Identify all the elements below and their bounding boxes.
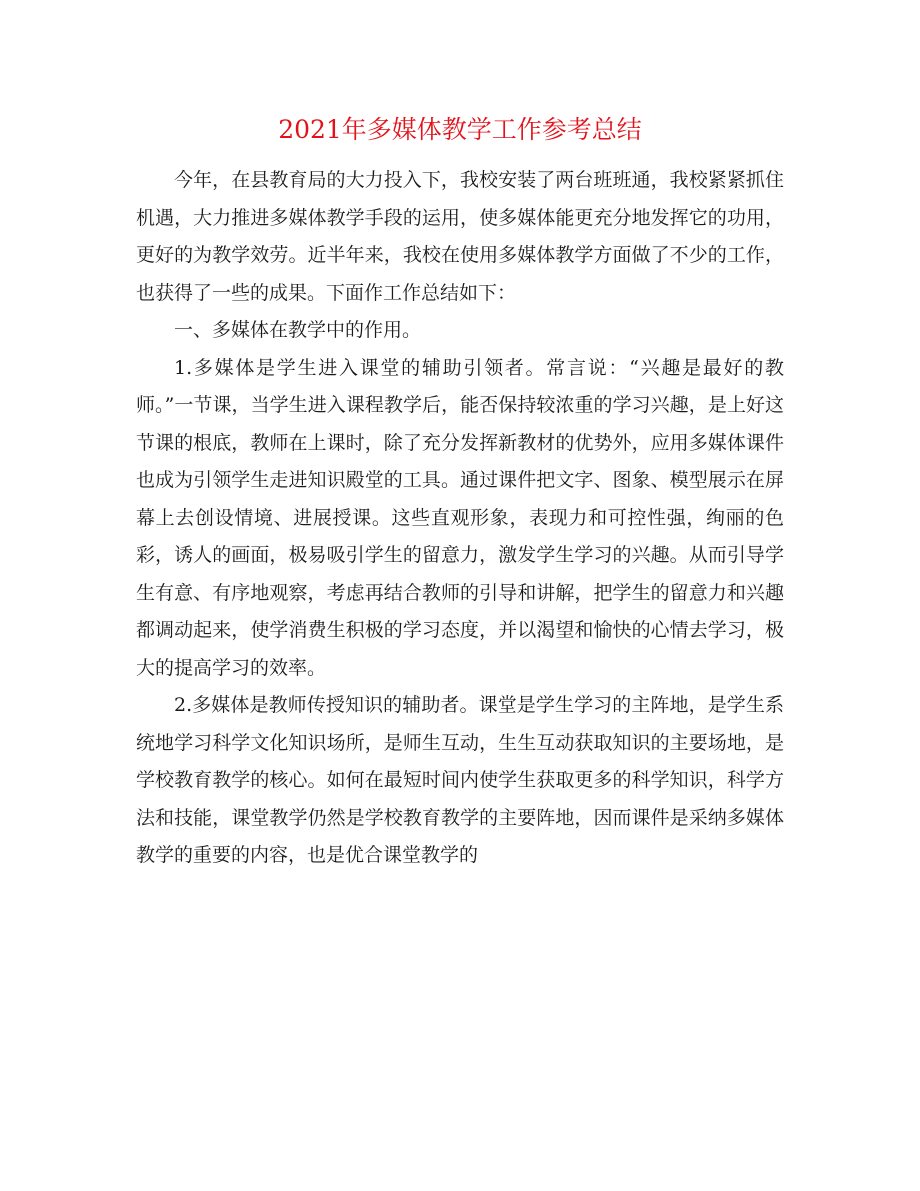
document-body [136, 162, 784, 875]
paragraph-intro: 今年，在县教育局的大力投入下，我校安装了两台班班通，我校紧紧抓住机遇，大力推进多媒体教学手段的运用，使多媒体能更充分地发挥它的功用，更好的为教学效劳。近半年来，我校在使用多媒体教学方面做了不少的工作，也获得了一些的成果。下面作工作总结如下： [136, 169, 784, 304]
paragraph-point-1: 1.多媒体是学生进入课堂的辅助引领者。常言说：“兴趣是最好的教师。”一节课，当学生进入课程教学后，能否保持较浓重的学习兴趣，是上好这节课的根底，教师在上课时，除了充分发挥新教材的优势外，应用多媒体课件也成为引领学生走进知识殿堂的工具。通过课件把文字、图象、模型展示在屏幕上去创设情境、进展授课。这些直观形象，表现力和可控性强，绚丽的色彩，诱人的画面，极易吸引学生的留意力，激发学生学习的兴趣。从而引导学生有意、有序地观察，考虑再结合教师的引导和讲解，把学生的留意力和兴趣都调动起来，使学消费生积极的学习态度，并以渴望和愉快的心情去学习，极大的提高学习的效率。 [136, 356, 784, 679]
section-heading: 一、多媒体在教学中的作用。 [174, 319, 422, 341]
paragraph-point-2: 2.多媒体是教师传授知识的辅助者。课堂是学生学习的主阵地，是学生系统地学习科学文化知识场所，是师生互动，生生互动获取知识的主要场地，是学校教育教学的核心。如何在最短时间内使学生获取更多的科学知识，科学方法和技能，课堂教学仍然是学校教育教学的主要阵地，因而课件是采纳多媒体教学的重要的内容，也是优合课堂教学的 [136, 694, 784, 866]
document-title: 2021年多媒体教学工作参考总结 [278, 115, 642, 144]
